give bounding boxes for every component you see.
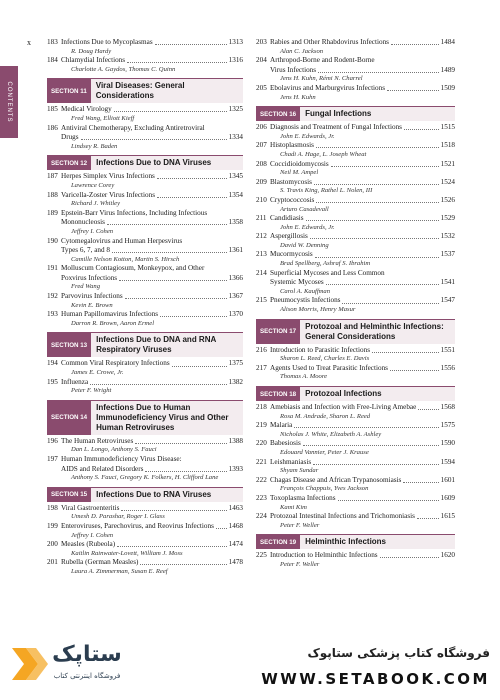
chapter-authors: R. Doug Hardy (71, 47, 112, 55)
section-header (47, 332, 243, 357)
section-tag: SECTION 12 (47, 156, 91, 170)
section-header (47, 487, 243, 502)
page-number: 1615 (440, 512, 455, 521)
page-number: 1526 (440, 195, 455, 204)
toc-entry[interactable] (47, 558, 243, 576)
chapter-authors: Anthony S. Fauci, Gregory K. Folkers, H. Clifford Lane (71, 474, 219, 482)
chapter-number: 203 (256, 38, 267, 46)
chapter-title: Herpes Simplex Virus Infections (61, 172, 155, 181)
toc-entry[interactable] (47, 378, 243, 396)
toc-entry[interactable] (256, 551, 455, 569)
chapter-number: 189 (47, 208, 58, 217)
section-tag: SECTION 15 (47, 488, 91, 502)
chapter-title: Poxvirus Infections (61, 273, 118, 282)
chapter-authors: François Chappuis, Yves Jackson (280, 485, 369, 493)
chapter-title: Coccidioidomycosis (270, 159, 329, 168)
toc-entry[interactable] (47, 522, 243, 540)
chapter-title: Varicella-Zoster Virus Infections (61, 190, 156, 199)
section-title: Infections Due to DNA Viruses (96, 158, 212, 168)
toc-entry[interactable] (256, 458, 455, 476)
chapter-title: Arthropod-Borne and Rodent-Borne (270, 56, 375, 65)
page-number: 1551 (440, 345, 455, 354)
page-number: 1594 (440, 457, 455, 466)
section-tag: SECTION 17 (256, 320, 300, 344)
store-banner (0, 636, 500, 700)
toc-entry[interactable] (47, 455, 243, 483)
chapter-authors: Carol A. Kauffman (280, 287, 331, 295)
chapter-authors: Richard J. Whitley (71, 200, 121, 208)
chapter-number: 218 (256, 403, 267, 411)
dot-leader (140, 564, 226, 565)
dot-leader (81, 139, 227, 140)
toc-entry[interactable] (256, 38, 455, 56)
chapter-number: 200 (47, 540, 58, 549)
chapter-title: Epstein-Barr Virus Infections, Including Infectious (61, 208, 208, 217)
page-number: 1620 (440, 551, 455, 560)
chapter-authors: Umesh D. Parashar, Roger I. Glass (71, 513, 165, 521)
dot-leader (303, 445, 439, 446)
chapter-authors: Peter F. Weller (280, 560, 320, 568)
toc-entry[interactable] (256, 250, 455, 268)
dot-leader (135, 443, 226, 444)
page-number: 1345 (228, 172, 243, 181)
chapter-authors: Charlotte A. Gaydos, Thomas C. Quinn (71, 65, 176, 73)
toc-entry[interactable] (256, 123, 455, 141)
page-number: 1325 (228, 105, 243, 114)
chapter-number: 190 (47, 236, 58, 245)
chapter-title: Aspergillosis (270, 232, 308, 241)
dot-leader (117, 546, 227, 547)
chapter-authors: Fred Wang, Elliott Kieff (71, 114, 135, 122)
toc-entry[interactable] (47, 310, 243, 328)
dot-leader (318, 72, 439, 73)
page-number: 1367 (228, 292, 243, 301)
toc-entry[interactable] (47, 540, 243, 558)
toc-entry[interactable] (47, 237, 243, 265)
logo-tagline: فروشگاه اینترنتی کتاب (53, 672, 121, 680)
chapter-title: Toxoplasma Infections (270, 493, 336, 502)
section-header (47, 78, 243, 103)
chapter-number: 213 (256, 250, 267, 259)
toc-entry[interactable] (47, 191, 243, 209)
dot-leader (338, 500, 439, 501)
chapter-title: Agents Used to Treat Parasitic Infections (270, 363, 388, 372)
section-tag: SECTION 14 (47, 401, 91, 435)
toc-entry[interactable] (256, 512, 455, 530)
chapter-authors: Jeffrey I. Cohen (71, 531, 114, 539)
section-title: Fungal Infections (305, 109, 372, 119)
page-number: 1393 (228, 464, 243, 473)
chapter-title: Candidiasis (270, 214, 304, 223)
side-tab-label: CONTENTS (6, 81, 12, 123)
page-number: 1601 (440, 475, 455, 484)
chapter-authors: Brad Spellberg, Ashraf S. Ibrahim (280, 260, 371, 268)
chapter-number: 223 (256, 493, 267, 502)
chapter-number: 185 (47, 105, 58, 114)
chapter-number: 198 (47, 503, 58, 512)
chapter-number: 188 (47, 190, 58, 199)
dot-leader (155, 44, 227, 45)
chapter-authors: Lawrence Corey (71, 181, 115, 189)
chapter-number: 217 (256, 363, 267, 372)
section-title: Protozoal and Helminthic Infections: General Considerations (305, 321, 444, 341)
page-number: 1609 (440, 493, 455, 502)
dot-leader (403, 482, 438, 483)
page-number: 1590 (440, 439, 455, 448)
dot-leader (372, 352, 439, 353)
chapter-authors: Jens H. Kuhn (280, 93, 316, 101)
chapter-title: Babesiosis (270, 439, 301, 448)
toc-entry[interactable] (256, 476, 455, 494)
section-header (47, 155, 243, 170)
dot-leader (314, 184, 439, 185)
chapter-title: Viral Gastroenteritis (61, 503, 120, 512)
chapter-title: Malaria (270, 421, 293, 430)
chapter-number: 220 (256, 439, 267, 448)
page-number: 1334 (228, 133, 243, 142)
section-header (256, 534, 455, 549)
chapter-authors: Jens H. Kuhn, Rémi N. Charrel (280, 75, 363, 83)
toc-entry[interactable] (256, 494, 455, 512)
page-number: 1556 (440, 363, 455, 372)
dot-leader (342, 303, 438, 304)
chapter-title: Chlamydial Infections (61, 56, 126, 65)
contents-side-tab (0, 66, 18, 138)
dot-leader (157, 197, 227, 198)
chapter-authors: John E. Edwards, Jr. (280, 223, 335, 231)
page-number: 1541 (440, 278, 455, 287)
chapter-authors: Darron R. Brown, Aaron Ermel (71, 319, 155, 327)
chapter-authors: Dan L. Longo, Anthony S. Fauci (71, 446, 157, 454)
dot-leader (121, 510, 226, 511)
chapter-title: Introduction to Helminthic Infections (270, 551, 378, 560)
section-tag: SECTION 16 (256, 107, 300, 121)
dot-leader (391, 44, 439, 45)
dot-leader (331, 166, 439, 167)
chapter-authors: Chadi A. Hage, L. Joseph Wheat (280, 150, 367, 158)
toc-entry[interactable] (47, 264, 243, 292)
logo-wordmark: ستاپک (52, 642, 122, 667)
section-title: Infections Due to Human Immunodeficiency Virus and Other Human Retroviruses (96, 402, 229, 432)
toc-entry[interactable] (256, 232, 455, 250)
chapter-title: Pneumocystis Infections (270, 296, 341, 305)
chapter-title: Cytomegalovirus and Human Herpesvirus (61, 236, 183, 245)
page-number: 1521 (440, 159, 455, 168)
section-header (47, 400, 243, 435)
chapter-authors: Rosa M. Andrade, Sharon L. Reed (280, 412, 371, 420)
chapter-title: Medical Virology (61, 105, 112, 114)
chapter-number: 196 (47, 436, 58, 445)
chapter-title: Infections Due to Mycoplasmas (61, 38, 153, 46)
dot-leader (418, 409, 438, 410)
page-number: 1375 (228, 359, 243, 368)
chapter-number: 207 (256, 141, 267, 150)
dot-leader (310, 238, 439, 239)
page-number: 1358 (228, 218, 243, 227)
dot-leader (119, 280, 227, 281)
page-number: 1354 (228, 190, 243, 199)
dot-leader (112, 252, 227, 253)
section-title: Helminthic Infections (305, 537, 387, 547)
toc-entry[interactable] (256, 214, 455, 232)
chapter-authors: Neil M. Ampel (280, 169, 319, 177)
chapter-title: Mononucleosis (61, 218, 105, 227)
chapter-authors: Nicholas J. White, Elizabeth A. Ashley (280, 430, 382, 438)
dot-leader (316, 202, 438, 203)
dot-leader (326, 284, 439, 285)
chapter-number: 219 (256, 421, 267, 430)
chapter-authors: Edouard Vannier, Peter J. Krause (280, 448, 369, 456)
chapter-number: 183 (47, 38, 58, 46)
dot-leader (306, 220, 439, 221)
chapter-title: Rabies and Other Rhabdovirus Infections (270, 38, 389, 46)
chapter-title: Enteroviruses, Parechovirus, and Reovirus Infections (61, 521, 214, 530)
dot-leader (157, 178, 227, 179)
toc-entry[interactable] (47, 56, 243, 74)
chapter-authors: Camille Nelson Kotton, Martin S. Hirsch (71, 255, 180, 263)
page-number: 1313 (228, 38, 243, 46)
chapter-title: Measles (Rubeola) (61, 540, 116, 549)
toc-entry[interactable] (256, 84, 455, 102)
toc-entry[interactable] (256, 196, 455, 214)
dot-leader (417, 518, 439, 519)
dot-leader (125, 298, 227, 299)
chapter-authors: Peter F. Weller (280, 521, 320, 529)
chapter-title: Superficial Mycoses and Less Common (270, 268, 385, 277)
toc-column-left (47, 38, 243, 577)
page-number: 1478 (228, 558, 243, 567)
page-number: 1463 (228, 503, 243, 512)
chapter-title: AIDS and Related Disorders (61, 464, 144, 473)
chapter-title: Antiviral Chemotherapy, Excluding Antiretroviral (61, 123, 205, 132)
chapter-authors: Thomas A. Moore (280, 373, 328, 381)
page-number: 1524 (440, 177, 455, 186)
section-tag: SECTION 18 (256, 387, 300, 401)
chapter-number: 205 (256, 83, 267, 92)
chapter-title: Mucormycosis (270, 250, 313, 259)
page-number: 1515 (440, 123, 455, 132)
page-number: 1529 (440, 214, 455, 223)
chapter-title: Diagnosis and Treatment of Fungal Infections (270, 123, 402, 132)
toc-column-right (256, 38, 455, 570)
chapter-number: 201 (47, 558, 58, 567)
page-number: 1382 (228, 377, 243, 386)
section-tag: SECTION 19 (256, 535, 300, 549)
toc-entry[interactable] (47, 124, 243, 152)
chapter-authors: Alan C. Jackson (280, 47, 324, 55)
chapter-authors: Fred Wang (71, 283, 100, 291)
chapter-number: 199 (47, 521, 58, 530)
chapter-authors: David W. Denning (280, 241, 329, 249)
chapter-title: Introduction to Parasitic Infections (270, 345, 371, 354)
chapter-title: Protozoal Intestinal Infections and Trichomoniasis (270, 512, 415, 521)
toc-entry[interactable] (256, 56, 455, 84)
dot-leader (316, 147, 439, 148)
chapter-number: 197 (47, 455, 58, 463)
chapter-title: The Human Retroviruses (61, 436, 134, 445)
toc-entry[interactable] (256, 178, 455, 196)
page-number: 1474 (228, 540, 243, 549)
page-number: 1532 (440, 232, 455, 241)
chapter-authors: Alison Morris, Henry Masur (280, 306, 356, 314)
toc-entry[interactable] (47, 437, 243, 455)
chapter-number: 204 (256, 56, 267, 65)
section-tag: SECTION 11 (47, 79, 91, 103)
chapter-title: Ebolavirus and Marburgvirus Infections (270, 83, 386, 92)
chapter-number: 194 (47, 359, 58, 368)
chapter-number: 214 (256, 268, 267, 277)
dot-leader (387, 90, 439, 91)
toc-entry[interactable] (256, 364, 455, 382)
toc-entry[interactable] (256, 439, 455, 457)
chapter-number: 211 (256, 214, 267, 223)
page-number: 1468 (228, 521, 243, 530)
page-number: 1316 (228, 56, 243, 65)
page-number: 1568 (440, 403, 455, 411)
chapter-number: 206 (256, 123, 267, 132)
chapter-title: Influenza (61, 377, 89, 386)
chapter-number: 216 (256, 345, 267, 354)
toc-entry[interactable] (256, 421, 455, 439)
chapter-number: 195 (47, 377, 58, 386)
dot-leader (313, 464, 439, 465)
dot-leader (380, 557, 439, 558)
chapter-number: 210 (256, 195, 267, 204)
page-number: 1518 (440, 141, 455, 150)
section-title: Infections Due to RNA Viruses (96, 489, 212, 499)
toc-entry[interactable] (47, 504, 243, 522)
chapter-title: Histoplasmosis (270, 141, 314, 150)
chapter-number: 222 (256, 475, 267, 484)
chapter-authors: John E. Edwards, Jr. (280, 132, 335, 140)
toc-entry[interactable] (47, 105, 243, 123)
chapter-title: Virus Infections (270, 65, 317, 74)
chapter-title: Rubella (German Measles) (61, 558, 139, 567)
chapter-number: 193 (47, 310, 58, 319)
dot-leader (127, 62, 227, 63)
chapter-title: Amebiasis and Infection with Free-Living Amebae (270, 403, 417, 411)
chapter-authors: Kaitlin Rainwater-Lovett, William J. Moss (71, 549, 183, 557)
toc-entry[interactable] (256, 296, 455, 314)
chapter-number: 187 (47, 172, 58, 181)
chapter-title: Common Viral Respiratory Infections (61, 359, 170, 368)
section-header (256, 319, 455, 344)
page-number: 1537 (440, 250, 455, 259)
dot-leader (107, 224, 227, 225)
chapter-title: Human Papillomavirus Infections (61, 310, 159, 319)
chapter-authors: Lindsey R. Baden (71, 142, 118, 150)
chapter-title: Types 6, 7, and 8 (61, 246, 111, 255)
store-url-link[interactable]: WWW.SETABOOK.COM (261, 670, 490, 688)
chapter-number: 208 (256, 159, 267, 168)
section-title: Protozoal Infections (305, 389, 382, 398)
chapter-authors: Jeffrey I. Cohen (71, 227, 114, 235)
section-title: Infections Due to DNA and RNA Respiratory Viruses (96, 335, 216, 355)
toc-entry[interactable] (47, 292, 243, 310)
chapter-title: Molluscum Contagiosum, Monkeypox, and Other (61, 264, 205, 273)
dot-leader (216, 528, 227, 529)
chapter-title: Blastomycosis (270, 177, 312, 186)
chapter-title: Cryptococcosis (270, 195, 315, 204)
chapter-title: Chagas Disease and African Trypanosomiasis (270, 475, 402, 484)
chapter-authors: Kami Kim (280, 503, 307, 511)
page-number: 1489 (440, 65, 455, 74)
dot-leader (294, 427, 438, 428)
chapter-number: 192 (47, 292, 58, 301)
section-header (256, 106, 455, 121)
dot-leader (172, 366, 227, 367)
page-number: 1370 (228, 310, 243, 319)
page-number: 1575 (440, 421, 455, 430)
dot-leader (390, 370, 439, 371)
toc-entry[interactable] (256, 269, 455, 297)
toc-entry[interactable] (256, 346, 455, 364)
chapter-number: 186 (47, 123, 58, 132)
toc-entry[interactable] (47, 359, 243, 377)
chapter-number: 224 (256, 512, 267, 521)
setabook-logo-icon (8, 644, 52, 684)
page-number: 1366 (228, 273, 243, 282)
store-name: فروشگاه کتاب پزشکی ستاپوک (307, 646, 490, 660)
chapter-authors: Sharon L. Reed, Charles E. Davis (280, 355, 370, 363)
toc-entry[interactable] (256, 403, 455, 421)
section-header (256, 386, 455, 401)
chapter-number: 225 (256, 551, 267, 560)
toc-entry[interactable] (47, 38, 243, 56)
chapter-number: 212 (256, 232, 267, 241)
toc-entry[interactable] (256, 141, 455, 159)
page-number: 1509 (440, 83, 455, 92)
dot-leader (404, 129, 439, 130)
chapter-authors: Arturo Casadevall (280, 205, 329, 213)
chapter-title: Systemic Mycoses (270, 278, 324, 287)
chapter-title: Human Immunodeficiency Virus Disease: (61, 455, 182, 463)
chapter-authors: S. Travis King, Rathel L. Nolen, III (280, 187, 373, 195)
chapter-number: 215 (256, 296, 267, 305)
chapter-number: 184 (47, 56, 58, 65)
dot-leader (114, 111, 227, 112)
chapter-title: Drugs (61, 133, 79, 142)
chapter-number: 209 (256, 177, 267, 186)
chapter-title: Parvovirus Infections (61, 292, 123, 301)
chapter-authors: Peter F. Wright (71, 387, 112, 395)
section-title: Viral Diseases: General Considerations (95, 81, 185, 101)
dot-leader (90, 384, 226, 385)
chapter-authors: Kevin E. Brown (71, 301, 113, 309)
dot-leader (160, 316, 227, 317)
chapter-authors: Shyam Sundar (280, 467, 319, 475)
page-number: 1484 (440, 38, 455, 46)
toc-entry[interactable] (47, 172, 243, 190)
dot-leader (145, 471, 226, 472)
page-number: 1388 (228, 436, 243, 445)
chapter-number: 191 (47, 264, 58, 273)
section-tag: SECTION 13 (47, 333, 91, 357)
chapter-authors: Laura A. Zimmerman, Susan E. Reef (71, 567, 168, 575)
toc-entry[interactable] (47, 209, 243, 237)
chapter-title: Leishmaniasis (270, 457, 312, 466)
page-number: 1547 (440, 296, 455, 305)
page-mark: x (27, 38, 31, 47)
chapter-number: 221 (256, 457, 267, 466)
page-number: 1361 (228, 246, 243, 255)
chapter-authors: James E. Crowe, Jr. (71, 369, 124, 377)
toc-entry[interactable] (256, 160, 455, 178)
dot-leader (315, 257, 439, 258)
